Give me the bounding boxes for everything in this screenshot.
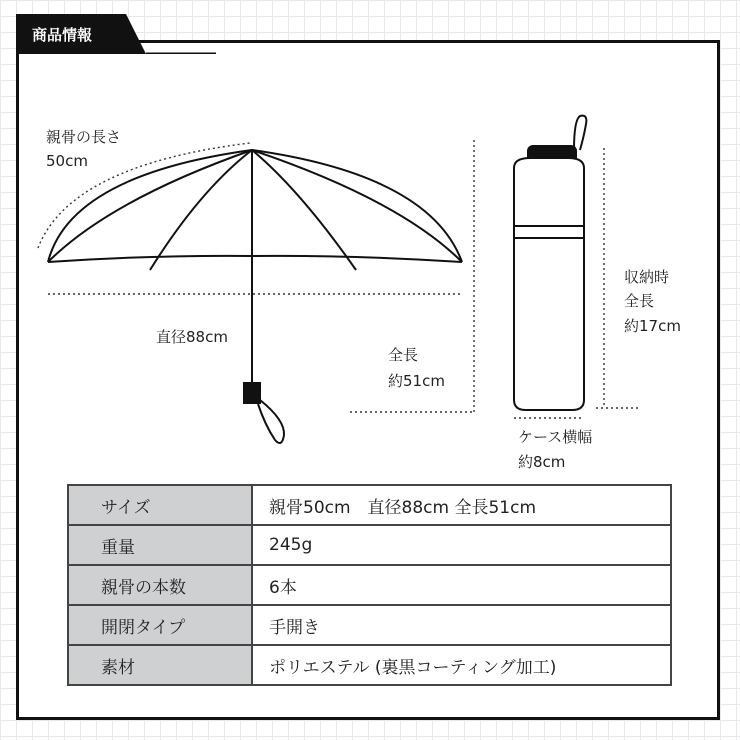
table-row xyxy=(68,645,671,685)
rib-length-label: 親骨の長さ xyxy=(46,128,122,146)
stored-label: 収納時 xyxy=(624,268,670,286)
case-width-label: ケース横幅 xyxy=(518,428,593,446)
stored-value: 約17cm xyxy=(624,317,681,335)
stored-label-2: 全長 xyxy=(624,292,655,310)
folded-umbrella-icon xyxy=(514,116,586,410)
table-row xyxy=(68,605,671,645)
diameter-label: 直径88cm xyxy=(156,328,228,346)
spec-key: 親骨の本数 xyxy=(68,565,252,605)
table-row xyxy=(68,485,671,525)
length-label: 全長 xyxy=(388,346,419,364)
case-width-value: 約8cm xyxy=(518,453,566,471)
spec-value: 親骨50cm 直径88cm 全長51cm xyxy=(252,485,671,525)
spec-key: 開閉タイプ xyxy=(68,605,252,645)
spec-table xyxy=(67,484,672,686)
open-umbrella-icon xyxy=(48,150,462,443)
spec-value: 245g xyxy=(252,525,671,565)
table-row xyxy=(68,525,671,565)
spec-key: 重量 xyxy=(68,525,252,565)
table-row xyxy=(68,565,671,605)
rib-length-value: 50cm xyxy=(46,152,88,170)
spec-value: ポリエステル (裏黒コーティング加工) xyxy=(252,645,671,685)
length-value: 約51cm xyxy=(388,372,445,390)
spec-value: 6本 xyxy=(252,565,671,605)
section-title: 商品情報 xyxy=(32,26,93,44)
spec-key: サイズ xyxy=(68,485,252,525)
spec-key: 素材 xyxy=(68,645,252,685)
spec-value: 手開き xyxy=(252,605,671,645)
